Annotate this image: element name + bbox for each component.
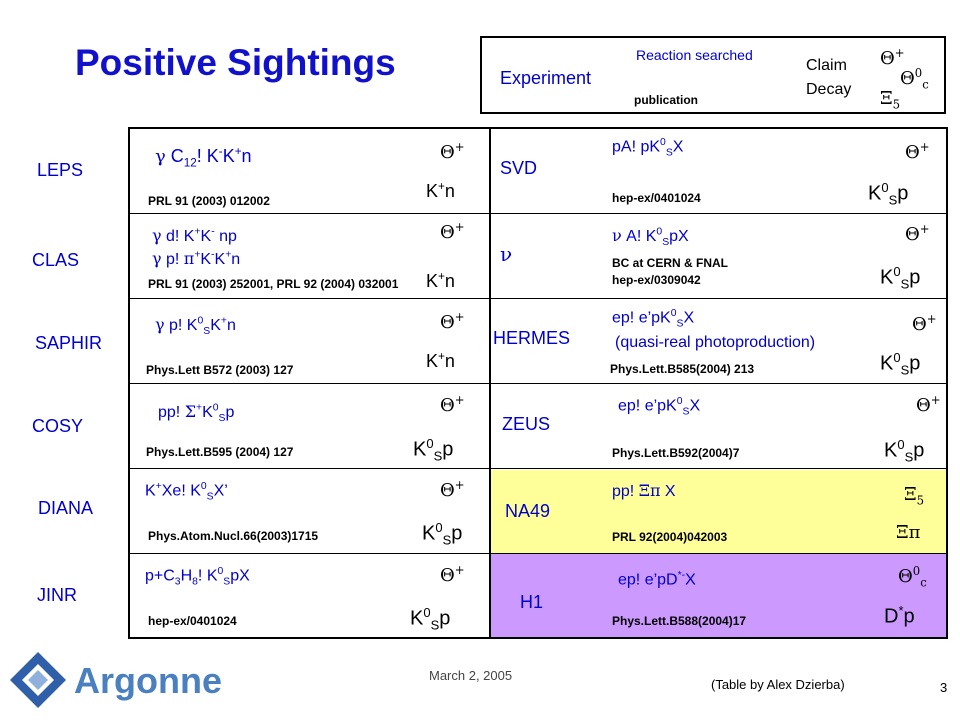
footer-date: March 2, 2005 [429,668,513,683]
page-title: Positive Sightings [75,42,396,83]
legend-experiment: Experiment [500,68,592,88]
leps-reaction: γ $C_{12}$! K-K+n [155,145,252,170]
lab-na49: NA49 [505,501,551,521]
diana-reaction: K+Xe! $K^0_SX$’ [145,481,228,503]
zeus-claim: Θ+ [916,393,941,416]
na49-publication: PRL 92(2004)042003 [612,530,728,544]
clas-claim: Θ+ [440,220,465,243]
lab-diana: DIANA [38,498,94,518]
svd-decay: $K^0_Sp$ [868,180,909,208]
hermes-decay: $K^0_Sp$ [880,350,921,378]
lab-clas: CLAS [32,250,80,270]
saphir-publication: Phys.Lett B572 (2003) 127 [146,363,294,377]
argonne-logo-mark [8,650,248,710]
footer-credit: (Table by Alex Dzierba) [711,677,845,692]
legend-theta-plus: Θ+ [880,46,905,69]
leps-decay: K+n [426,180,455,201]
jinr-claim: Θ+ [440,563,465,586]
clas-publication: PRL 91 (2003) 252001, PRL 92 (2004) 032001 [148,277,399,291]
jinr-reaction: $p+C_3H_8$! $K^0_SpX$ [145,566,250,588]
diana-claim: Θ+ [440,478,465,501]
na49-claim: $\Xi_5$ [904,484,925,508]
jinr-publication: hep-ex/0401024 [148,614,237,628]
cosy-publication: Phys.Lett.B595 (2004) 127 [146,445,294,459]
legend-publication: publication [634,93,698,107]
argonne-logo [8,650,248,710]
zeus-publication: Phys.Lett.B592(2004)7 [612,446,740,460]
svd-publication: hep-ex/0401024 [612,191,701,205]
saphir-reaction: γ p! $K^0_SK^+n$ [155,315,236,338]
h1-reaction: ep! e’pD*-X [618,570,696,589]
cosy-claim: Θ+ [440,393,465,416]
leps-claim: Θ+ [440,140,465,163]
diana-publication: Phys.Atom.Nucl.66(2003)1715 [148,529,319,543]
zeus-reaction: ep! $e’pK^0_SX$ [618,396,701,418]
clas-decay: K+n [426,270,455,291]
row-divider [128,383,948,384]
lab-zeus: ZEUS [502,414,551,434]
h1-publication: Phys.Lett.B588(2004)17 [612,614,747,628]
legend-xi5: $\Xi_5$ [880,88,901,112]
svd-reaction: pA! $pK^0_SX$ [612,137,684,159]
svd-claim: Θ+ [905,140,930,163]
lab-svd: SVD [500,158,538,178]
legend-claim: Claim [806,57,847,74]
diana-decay: $K^0_Sp$ [422,520,463,548]
clas-reaction-1: γ d! K+K- np [152,226,237,245]
lab-hermes: HERMES [493,328,571,348]
na49-reaction: pp! Ξπ X [612,481,676,500]
row-divider [128,298,948,299]
nu-decay: $K^0_Sp$ [880,264,921,292]
lab-jinr: JINR [37,585,77,605]
leps-publication: PRL 91 (2003) 012002 [148,194,270,208]
zeus-decay: $K^0_Sp$ [884,437,925,465]
jinr-decay: $K^0_Sp$ [410,605,451,633]
lab-cosy: COSY [32,416,84,436]
row-divider [128,553,948,554]
lab-leps: LEPS [37,160,84,180]
row-divider [128,468,948,469]
na49-decay: Ξπ [896,522,921,543]
lab-h1: H1 [520,592,544,612]
nu-publication-2: hep-ex/0309042 [612,273,701,287]
hermes-reaction: ep! $e’pK^0_SX$ [612,308,695,330]
cosy-reaction: pp! $\Sigma^+K^0_Sp$ [158,402,235,425]
h1-claim: $\Theta^0_c$ [898,564,927,590]
nu-publication-1: BC at CERN & FNAL [612,256,728,270]
lab-nu: ν [500,242,513,266]
lab-saphir: SAPHIR [35,333,103,353]
hermes-publication: Phys.Lett.B585(2004) 213 [610,362,755,376]
saphir-decay: K+n [426,350,455,371]
argonne-logo-text: Argonne [74,660,222,701]
row-divider [128,213,948,214]
legend-theta0c: $\Theta^0_c$ [900,66,929,92]
clas-reaction-2: γ p! π+K-K+n [152,249,241,268]
nu-reaction: ν A! $K^0_SpX$ [612,226,689,249]
cosy-decay: $K^0_Sp$ [413,436,454,464]
legend-decay: Decay [806,81,852,98]
legend-reaction: Reaction searched [636,47,753,63]
saphir-claim: Θ+ [440,310,465,333]
nu-claim: Θ+ [905,222,930,245]
h1-decay: D*p [884,603,915,628]
hermes-note: (quasi-real photoproduction) [615,334,816,351]
hermes-claim: Θ+ [912,312,937,335]
page-number: 3 [940,680,948,695]
